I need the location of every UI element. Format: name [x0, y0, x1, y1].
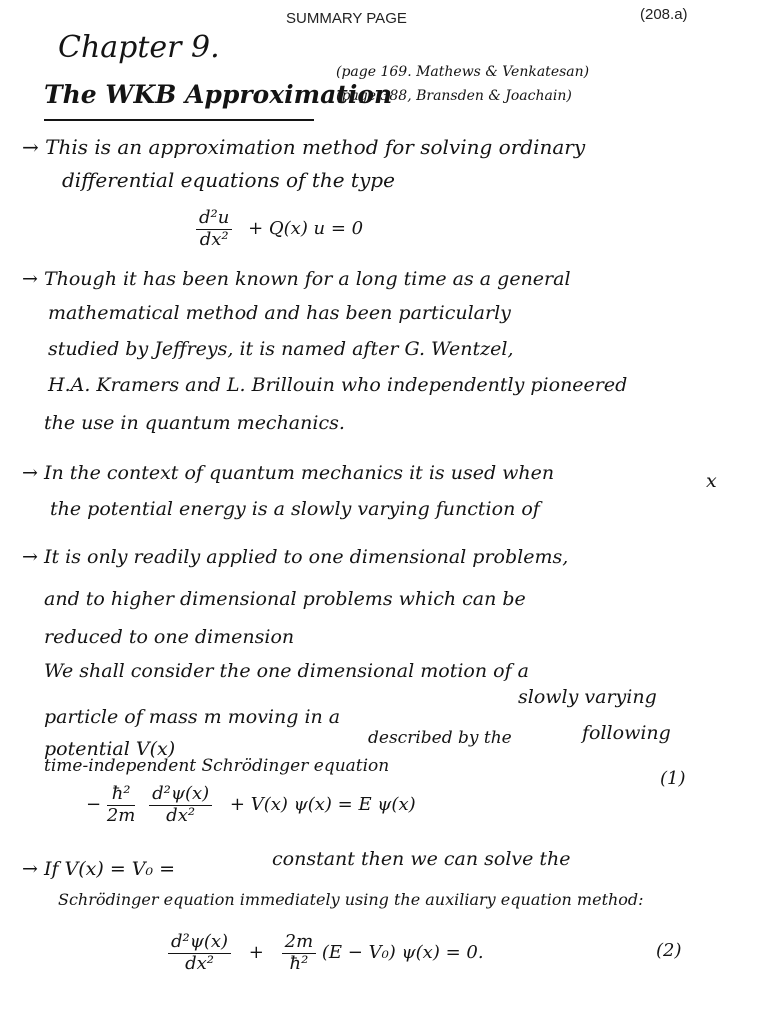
p1-line1: → This is an approximation method for solving ordinary — [22, 135, 586, 159]
eq1-coefficient-denominator: 2m — [106, 804, 136, 826]
eq2-derivative-numerator: d²ψ(x) — [168, 932, 231, 954]
eq1-derivative-denominator: dx² — [166, 804, 196, 826]
p5-line3a: potential V(x) — [44, 738, 176, 760]
eq2-derivative — [168, 932, 231, 974]
p5-line4: time-independent Schrödinger equation — [44, 756, 390, 776]
chapter-title: Chapter 9. — [58, 30, 220, 65]
p4-line1: → It is only readily applied to one dimensional problems, — [22, 546, 569, 568]
p6-line2: Schrödinger equation immediately using the auxiliary equation method: — [58, 890, 644, 909]
eq1-coefficient-numerator: ħ² — [107, 784, 136, 806]
equation-ode — [196, 208, 363, 250]
p5-line2a: particle of mass m moving in a — [44, 706, 341, 728]
reference-2: (page 388, Bransden & Joachain) — [336, 88, 572, 104]
p6-line1b: constant then we can solve the — [272, 848, 571, 870]
equation-schrodinger — [86, 784, 416, 826]
eq0-rest: + Q(x) u = 0 — [248, 218, 364, 240]
equation-constant-potential — [168, 932, 484, 974]
p2-line4: H.A. Kramers and L. Brillouin who independently pioneered — [48, 374, 628, 396]
p6-line1a: → If V(x) = V₀ = — [22, 858, 176, 880]
p5-line2b: slowly varying — [518, 686, 657, 708]
p3-variable-x: x — [706, 470, 717, 492]
eq1-derivative-numerator: d²ψ(x) — [149, 784, 212, 806]
subtitle-underline — [44, 119, 314, 121]
eq0-denominator: dx² — [199, 228, 229, 250]
p5-line3b: described by the — [368, 728, 512, 748]
p2-line5: the use in quantum mechanics. — [44, 412, 345, 434]
page-number: (208.a) — [640, 6, 688, 23]
p3-line2: the potential energy is a slowly varying function of — [50, 498, 540, 520]
eq1-rest: + V(x) ψ(x) = E ψ(x) — [229, 794, 416, 816]
reference-1: (page 169. Mathews & Venkatesan) — [336, 64, 590, 80]
p2-line1: → Though it has been known for a long time as a general — [22, 268, 571, 290]
p3-line1: → In the context of quantum mechanics it is used when — [22, 462, 555, 484]
chapter-subtitle: The WKB Approximation — [44, 80, 393, 109]
eq2-derivative-denominator: dx² — [185, 952, 214, 974]
p1-line2: differential equations of the type — [62, 168, 395, 192]
p4-line3: reduced to one dimension — [44, 626, 295, 648]
eq2-coefficient-denominator: ħ² — [289, 952, 309, 974]
eq2-plus: + — [248, 942, 264, 964]
eq2-coefficient-numerator: 2m — [282, 932, 317, 954]
p4-line2: and to higher dimensional problems which can be — [44, 588, 526, 610]
p5-line1: We shall consider the one dimensional motion of a — [44, 660, 529, 682]
page-header-label: SUMMARY PAGE — [286, 10, 407, 27]
eq1-coefficient — [107, 784, 136, 826]
eq1-minus-sign: − — [86, 794, 102, 816]
eq0-fraction — [196, 208, 232, 250]
eq2-label: (2) — [656, 940, 682, 961]
p2-line2: mathematical method and has been particularly — [48, 302, 511, 324]
eq2-coefficient — [282, 932, 317, 974]
p2-line3: studied by Jeffreys, it is named after G. Wentzel, — [48, 338, 514, 360]
eq1-derivative — [149, 784, 212, 826]
p5-line3c: following — [582, 722, 671, 744]
eq2-rest: (E − V₀) ψ(x) = 0. — [321, 942, 484, 964]
eq0-numerator: d²u — [196, 208, 232, 230]
eq1-label: (1) — [660, 768, 686, 789]
